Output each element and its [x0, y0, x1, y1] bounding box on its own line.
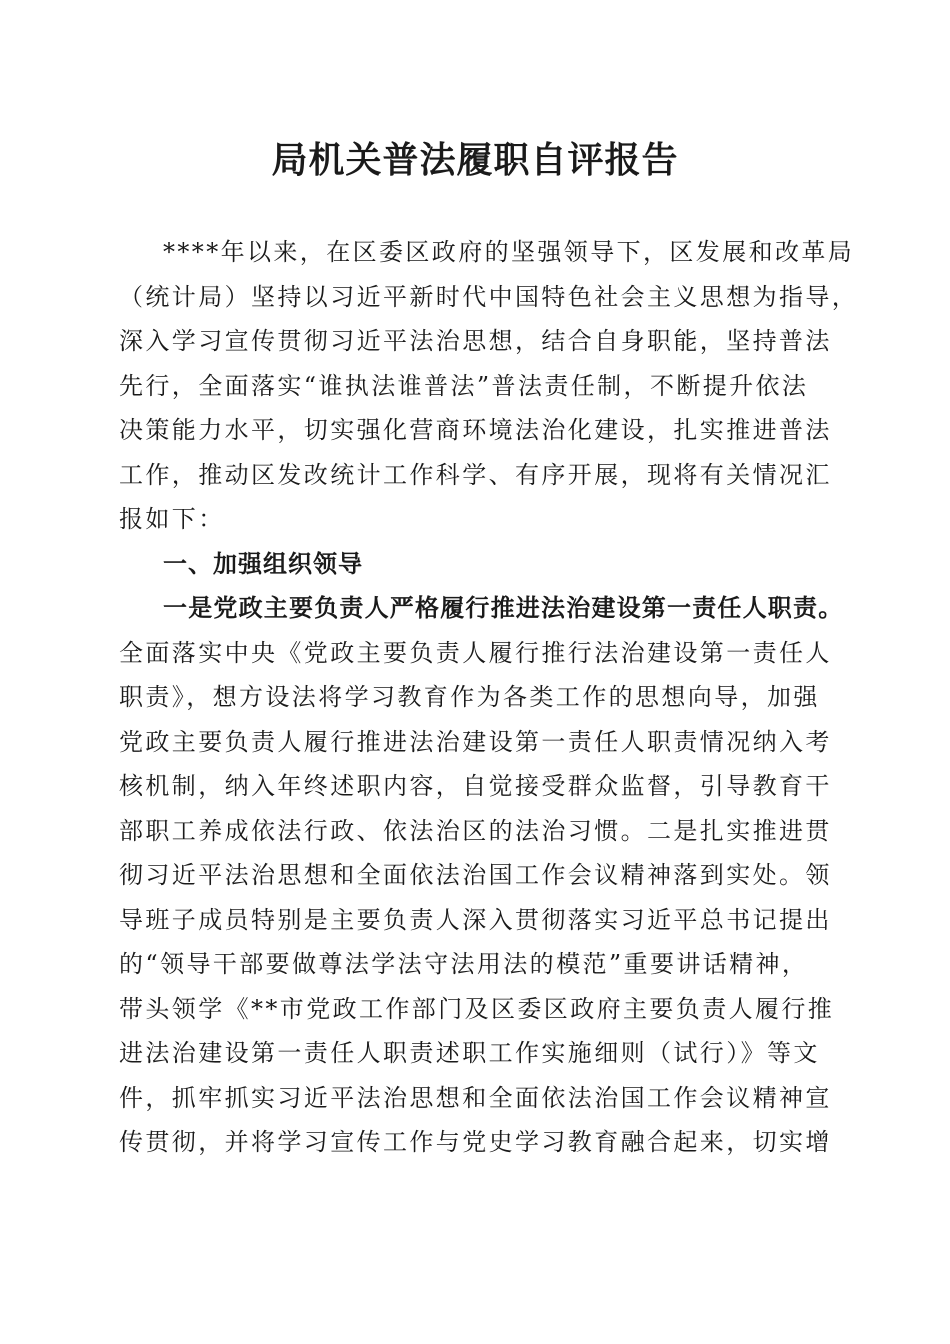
paragraph-line: 的“领导干部要做尊法学法守法用法的模范”重要讲话精神，: [119, 950, 809, 978]
paragraph-line: 职责》，想方设法将学习教育作为各类工作的思想向导，加强: [119, 683, 820, 711]
paragraph-lead-line: 一是党政主要负责人严格履行推进法治建设第一责任人职责。: [163, 593, 844, 622]
document-body: [119, 230, 859, 1165]
paragraph-line: 进法治建设第一责任人职责述职工作实施细则（试行）》等文: [119, 1039, 820, 1067]
paragraph-line: 先行，全面落实“谁执法谁普法”普法责任制，不断提升依法: [119, 371, 809, 400]
paragraph-line: 传贯彻，并将学习宣传工作与党史学习教育融合起来，切实增: [119, 1128, 832, 1156]
paragraph-line: 导班子成员特别是主要负责人深入贯彻落实习近平总书记提出: [119, 905, 832, 934]
paragraph-line: 工作，推动区发改统计工作科学、有序开展，现将有关情况汇: [119, 460, 832, 489]
section-heading: 一、加强组织领导: [163, 549, 363, 578]
document-title: 局机关普法履职自评报告: [271, 139, 679, 181]
paragraph-line: 全面落实中央《党政主要负责人履行推行法治建设第一责任人: [119, 638, 832, 667]
paragraph-line: 带头领学《**市党政工作部门及区委区政府主要负责人履行推: [119, 994, 835, 1023]
paragraph-line: 彻习近平法治思想和全面依法治国工作会议精神落到实处。领: [119, 861, 832, 889]
paragraph-line: 部职工养成依法行政、依法治区的法治习惯。二是扎实推进贯: [119, 816, 832, 845]
paragraph-line: 核机制，纳入年终述职内容，自觉接受群众监督，引导教育干: [119, 772, 832, 800]
paragraph-line: 决策能力水平，切实强化营商环境法治化建设，扎实推进普法: [119, 416, 832, 444]
paragraph-line: 报如下：: [119, 505, 225, 533]
paragraph-line: ****年以来，在区委区政府的坚强领导下，区发展和改革局: [163, 238, 855, 266]
paragraph-line: 深入学习宣传贯彻习近平法治思想，结合自身职能，坚持普法: [119, 327, 832, 355]
paragraph-line: 件，抓牢抓实习近平法治思想和全面依法治国工作会议精神宣: [119, 1083, 832, 1112]
paragraph-line: （统计局）坚持以习近平新时代中国特色社会主义思想为指导，: [119, 282, 859, 311]
paragraph-line: 党政主要负责人履行推进法治建设第一责任人职责情况纳入考: [119, 727, 832, 756]
